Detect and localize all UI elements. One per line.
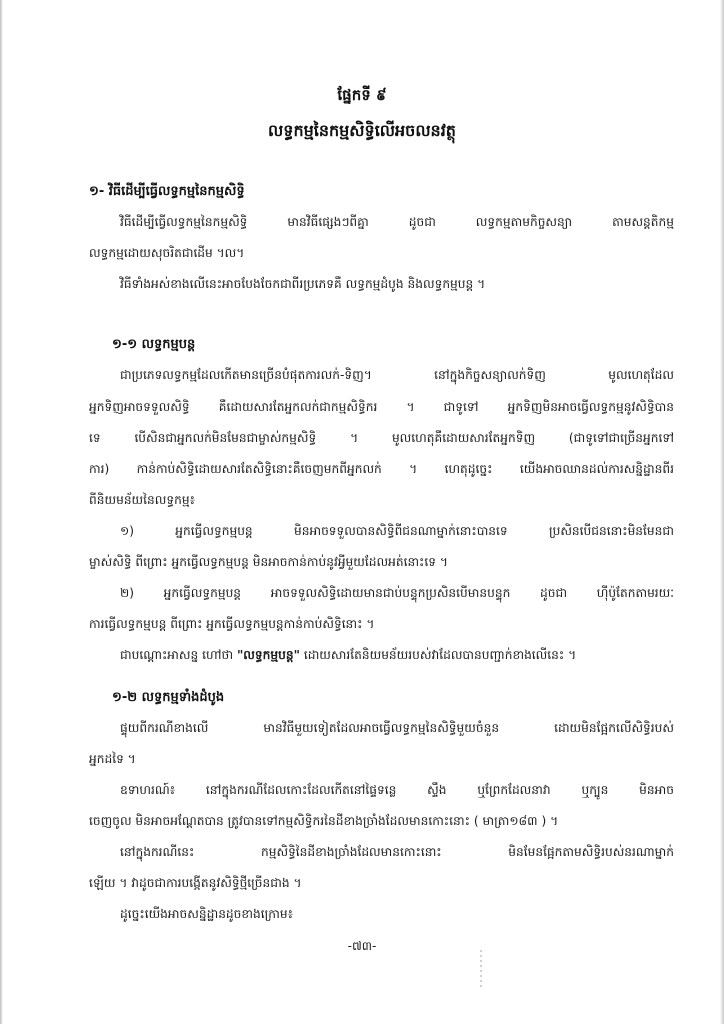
paragraph-line: អ្នកទិញអាចទទួលសិទ្ធិ គឺដោយសារតែអ្នកលក់ជាកម្មសិទ្ធិករ ។ ជាទូទៅ អ្នកទិញមិនអាចធ្វើលទ្ធកម្មនូវសិទ្ធិបាន (89, 400, 674, 414)
closing-text-start: ជាបណ្តោះអាសន្ន ហៅថា (120, 648, 237, 662)
scan-edge-right (720, 0, 724, 1024)
paragraph-line: ការ) កាន់កាប់សិទ្ធិដោយសារតែសិទ្ធិនោះគឺចេញមកពីអ្នកលក់ ។ ហេតុដូច្នេះ យើងអាចឈានដល់ការសន្និដ្ឋានពីរ (89, 462, 674, 476)
scan-edge-left (0, 0, 3, 1024)
paragraph-line: នៅក្នុងករណីនេះ កម្មសិទ្ធិនៃដីខាងច្រាំងដែលមានកោះនោះ មិនមែនផ្អែកតាមសិទ្ធិរបស់នរណាម្នាក់ (120, 845, 674, 859)
section-1-title: ១- វិធីដើម្បីធ្វើលទ្ធកម្មនៃកម្មសិទ្ធិ (89, 184, 245, 199)
paragraph-line: ចេញចូល មិនអាចអណ្តែតបាន ត្រូវបានទៅកម្មសិទ្ធិករនៃដីខាងច្រាំងដែលមានកោះនោះ ( មាត្រា១៨៣ ) ។ (89, 814, 559, 828)
page-number: -៧៣- (347, 939, 377, 953)
list-item: ១) អ្នកធ្វើលទ្ធកម្មបន្ត មិនអាចទទួលបានសិទ្ធិពីជនណាម្នាក់នោះបានទេ ប្រសិនបើជននោះមិនមែនជា (120, 524, 674, 538)
paragraph-line: ផ្ទុយពីករណីខាងលើ មានវិធីមួយទៀតដែលអាចធ្វើលទ្ធកម្មនៃសិទ្ធិមួយចំនួន ដោយមិនផ្អែកលើសិទ្ធិរបស់ (120, 721, 674, 735)
defined-term: "លទ្ធកម្មបន្ត" (236, 648, 300, 662)
scan-mark (480, 950, 482, 990)
closing-text-end: ដោយសារតែនិយមន័យរបស់វាដែលបានបញ្ជាក់ខាងលើនេះ ។ (299, 648, 577, 662)
paragraph-line: ពីនិយមន័យនៃលទ្ធកម្ម៖ (89, 493, 195, 507)
paragraph-line: វិធីទាំងអស់ខាងលើនេះអាចបែងចែកជាពីរប្រភេទគឺ លទ្ធកម្មដំបូង និងលទ្ធកម្មបន្ត ។ (120, 277, 486, 291)
section-1-1-title: ១-១ លទ្ធកម្មបន្ត (112, 337, 196, 352)
section-1-2-title: ១-២ លទ្ធកម្មទាំងដំបូង (112, 690, 225, 705)
paragraph-line: អ្នកដទៃ ។ (89, 752, 136, 766)
paragraph-line: ដូច្នេះយើងអាចសន្និដ្ឋានដូចខាងក្រោម៖ (120, 907, 293, 921)
paragraph-line: វិធីដើម្បីធ្វើលទ្ធកម្មនៃកម្មសិទ្ធិ មានវិធីផ្សេងៗពីគ្នា ដូចជា លទ្ធកម្មតាមកិច្ចសន្យា តាមសន្តតិកម្ម (120, 215, 674, 229)
list-item: ២) អ្នកធ្វើលទ្ធកម្មបន្ត អាចទទួលសិទ្ធិដោយមានជាប់បន្ទុកប្រសិនបើមានបន្ទុក ដូចជា ហ៊ីប៉ូតែកតាមរយៈ (120, 586, 674, 600)
list-item-continuation: ម្ចាស់សិទ្ធិ ពីព្រោះ អ្នកធ្វើលទ្ធកម្មបន្ត មិនអាចកាន់កាប់នូវអ្វីមួយដែលអត់នោះទេ ។ (89, 555, 448, 569)
closing-sentence (120, 647, 576, 663)
paragraph-line: ជាប្រភេទលទ្ធកម្មដែលកើតមានច្រើនបំផុតការលក់-ទិញ។ នៅក្នុងកិច្ចសន្យាលក់ទិញ មូលហេតុដែល (120, 368, 674, 382)
paragraph-line: លទ្ធកម្មដោយសុចរិតជាដើម ។ល។ (89, 246, 245, 260)
paragraph-line: ឧទាហរណ៍៖ នៅក្នុងករណីដែលកោះដែលកើតនៅផ្ទៃទន្លេ ស្ទឹង ឬព្រែកដែលនាវា ឬក្បូន មិនអាច (120, 783, 674, 797)
paragraph-line: ឡើយ ។ វាដូចជាការបង្កើតនូវសិទ្ធិថ្មីច្រើនជាង ។ (89, 876, 302, 890)
list-item-continuation: ការធ្វើលទ្ធកម្មបន្ត ពីព្រោះ អ្នកធ្វើលទ្ធកម្មបន្តកាន់កាប់សិទ្ធិនោះ ។ (89, 617, 375, 631)
paragraph-line: ទេ បើសិនជាអ្នកលក់មិនមែនជាម្ចាស់កម្មសិទ្ធិ ។ មូលហេតុគឺដោយសារតែអ្នកទិញ (ជាទូទៅជាច្រើនអ្នកទៅ (89, 431, 674, 445)
part-heading: ផ្នែកទី ៩ (337, 86, 387, 104)
chapter-title: លទ្ធកម្មនៃកម្មសិទ្ធិលើអចលនវត្ថុ (268, 121, 456, 140)
